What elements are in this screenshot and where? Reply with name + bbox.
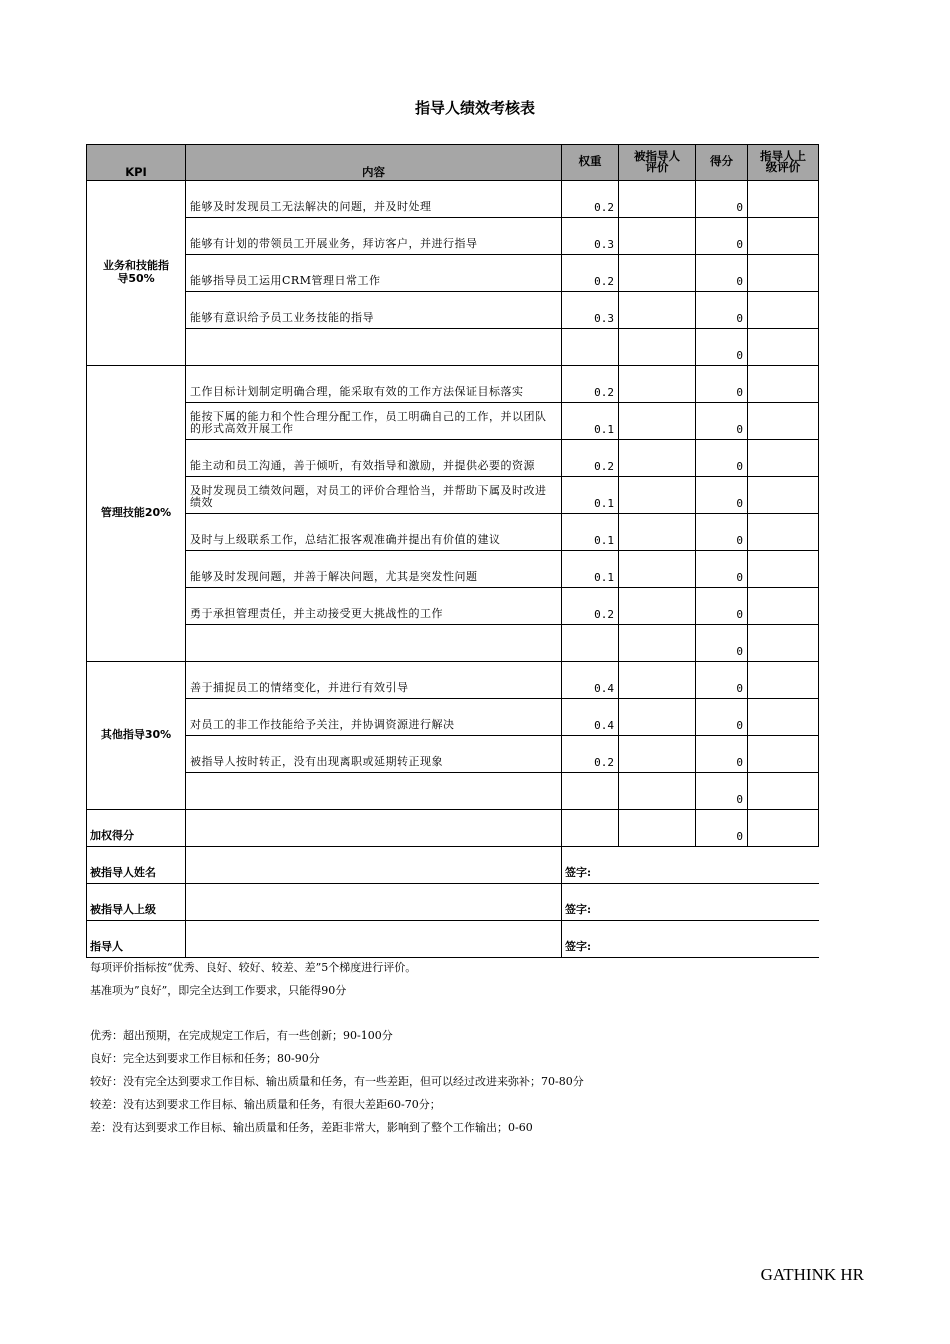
superior-eval-cell[interactable] — [748, 218, 819, 255]
criterion-text — [186, 625, 562, 662]
score-cell: 0 — [696, 699, 748, 736]
weight-cell: 0.2 — [562, 255, 619, 292]
weight-cell: 0.1 — [562, 477, 619, 514]
criterion-text: 能够有计划的带领员工开展业务，拜访客户，并进行指导 — [186, 218, 562, 255]
superior-eval-cell[interactable] — [748, 366, 819, 403]
weight-cell: 0.2 — [562, 736, 619, 773]
table-row — [87, 440, 819, 477]
score-cell: 0 — [696, 218, 748, 255]
criterion-text: 能够及时发现问题，并善于解决问题，尤其是突发性问题 — [186, 551, 562, 588]
weighted-mentee-cell[interactable] — [619, 810, 696, 847]
note-line: 较差：没有达到要求工作目标、输出质量和任务，有很大差距60-70分； — [90, 1098, 441, 1111]
signoff-name-field[interactable] — [186, 884, 562, 921]
signoff-row — [87, 847, 819, 884]
mentee-eval-cell[interactable] — [619, 773, 696, 810]
score-cell: 0 — [696, 181, 748, 218]
signoff-name-field[interactable] — [186, 847, 562, 884]
weight-cell: 0.3 — [562, 218, 619, 255]
table-row — [87, 181, 819, 218]
score-cell: 0 — [696, 736, 748, 773]
weighted-score-label: 加权得分 — [87, 810, 186, 847]
mentee-eval-cell[interactable] — [619, 625, 696, 662]
mentee-eval-cell[interactable] — [619, 292, 696, 329]
superior-eval-cell[interactable] — [748, 255, 819, 292]
score-cell: 0 — [696, 588, 748, 625]
score-cell: 0 — [696, 255, 748, 292]
mentee-eval-cell[interactable] — [619, 218, 696, 255]
mentee-eval-cell[interactable] — [619, 403, 696, 440]
table-row — [87, 699, 819, 736]
table-row — [87, 662, 819, 699]
table-row — [87, 366, 819, 403]
superior-eval-cell[interactable] — [748, 699, 819, 736]
superior-eval-cell[interactable] — [748, 181, 819, 218]
brand-watermark: GATHINK HR — [760, 1265, 864, 1284]
criterion-text: 善于捕捉员工的情绪变化，并进行有效引导 — [186, 662, 562, 699]
signoff-row — [87, 884, 819, 921]
weighted-weight-cell — [562, 810, 619, 847]
mentee-eval-cell[interactable] — [619, 255, 696, 292]
header-superior-eval: 指导人上 级评价 — [748, 145, 819, 181]
superior-eval-cell[interactable] — [748, 773, 819, 810]
score-cell: 0 — [696, 477, 748, 514]
superior-eval-cell[interactable] — [748, 292, 819, 329]
score-cell: 0 — [696, 662, 748, 699]
note-line — [90, 1002, 584, 1024]
table-row — [87, 551, 819, 588]
table-row — [87, 218, 819, 255]
kpi-category — [87, 662, 186, 810]
signoff-label: 被指导人姓名 — [87, 847, 186, 884]
criterion-text: 工作目标计划制定明确合理，能采取有效的工作方法保证目标落实 — [186, 366, 562, 403]
weighted-score-row — [87, 810, 819, 847]
weight-cell: 0.1 — [562, 551, 619, 588]
note-line: 基准项为”良好”，即完全达到工作要求，只能得90分 — [90, 984, 347, 997]
weight-cell: 0.2 — [562, 366, 619, 403]
table-row — [87, 403, 819, 440]
mentee-eval-cell[interactable] — [619, 551, 696, 588]
criterion-text: 及时与上级联系工作，总结汇报客观准确并提出有价值的建议 — [186, 514, 562, 551]
evaluation-table — [86, 144, 819, 958]
superior-eval-cell[interactable] — [748, 551, 819, 588]
weight-cell: 0.2 — [562, 440, 619, 477]
kpi-category — [87, 366, 186, 662]
page-title: 指导人绩效考核表 — [414, 99, 535, 117]
weighted-content-cell — [186, 810, 562, 847]
weighted-score-value: 0 — [696, 810, 748, 847]
note-line: 较好：没有完全达到要求工作目标、输出质量和任务，有一些差距，但可以经过改进来弥补；70-80分 — [90, 1075, 584, 1088]
evaluation-notes — [90, 956, 584, 1139]
criterion-text: 能按下属的能力和个性合理分配工作，员工明确自己的工作，并以团队的形式高效开展工作 — [186, 403, 562, 440]
weight-cell: 0.1 — [562, 514, 619, 551]
table-row — [87, 588, 819, 625]
mentee-eval-cell[interactable] — [619, 736, 696, 773]
weight-cell — [562, 625, 619, 662]
kpi-category-label: 其他指导30% — [100, 728, 172, 742]
criterion-text: 勇于承担管理责任，并主动接受更大挑战性的工作 — [186, 588, 562, 625]
score-cell: 0 — [696, 773, 748, 810]
superior-eval-cell[interactable] — [748, 625, 819, 662]
superior-eval-cell[interactable] — [748, 662, 819, 699]
table-row — [87, 255, 819, 292]
weight-cell: 0.1 — [562, 403, 619, 440]
table-row — [87, 736, 819, 773]
signoff-row — [87, 921, 819, 958]
kpi-category — [87, 181, 186, 366]
weight-cell: 0.4 — [562, 662, 619, 699]
signature-field[interactable]: 签字: — [562, 921, 819, 958]
weight-cell: 0.3 — [562, 292, 619, 329]
score-cell: 0 — [696, 329, 748, 366]
mentee-eval-cell[interactable] — [619, 699, 696, 736]
criterion-text: 及时发现员工绩效问题，对员工的评价合理恰当，并帮助下属及时改进绩效 — [186, 477, 562, 514]
score-cell: 0 — [696, 292, 748, 329]
table-row — [87, 625, 819, 662]
mentee-eval-cell[interactable] — [619, 440, 696, 477]
mentee-eval-cell[interactable] — [619, 181, 696, 218]
criterion-text: 被指导人按时转正，没有出现离职或延期转正现象 — [186, 736, 562, 773]
mentee-eval-cell[interactable] — [619, 514, 696, 551]
header-content: 内容 — [186, 145, 562, 181]
score-cell: 0 — [696, 551, 748, 588]
criterion-text: 能够指导员工运用CRM管理日常工作 — [186, 255, 562, 292]
table-row — [87, 477, 819, 514]
mentee-eval-cell[interactable] — [619, 662, 696, 699]
superior-eval-cell[interactable] — [748, 477, 819, 514]
header-weight: 权重 — [562, 145, 619, 181]
note-line: 良好：完全达到要求工作目标和任务；80-90分 — [90, 1052, 320, 1065]
signature-field[interactable]: 签字: — [562, 847, 819, 884]
superior-eval-cell[interactable] — [748, 403, 819, 440]
criterion-text: 能主动和员工沟通，善于倾听，有效指导和激励，并提供必要的资源 — [186, 440, 562, 477]
criterion-text: 能够及时发现员工无法解决的问题，并及时处理 — [186, 181, 562, 218]
kpi-category-label-cont: 导50% — [117, 272, 155, 285]
weighted-superior-cell[interactable] — [748, 810, 819, 847]
weight-cell — [562, 773, 619, 810]
signature-field[interactable]: 签字: — [562, 884, 819, 921]
header-row — [87, 145, 819, 181]
table-row — [87, 773, 819, 810]
mentee-eval-cell[interactable] — [619, 477, 696, 514]
weight-cell: 0.2 — [562, 588, 619, 625]
superior-eval-cell[interactable] — [748, 329, 819, 366]
superior-eval-cell[interactable] — [748, 736, 819, 773]
superior-eval-cell[interactable] — [748, 440, 819, 477]
score-cell: 0 — [696, 514, 748, 551]
criterion-text: 对员工的非工作技能给予关注，并协调资源进行解决 — [186, 699, 562, 736]
mentee-eval-cell[interactable] — [619, 588, 696, 625]
criterion-text — [186, 773, 562, 810]
note-line: 优秀：超出预期，在完成规定工作后，有一些创新；90-100分 — [90, 1029, 393, 1042]
score-cell: 0 — [696, 625, 748, 662]
weight-cell — [562, 329, 619, 366]
superior-eval-cell[interactable] — [748, 514, 819, 551]
note-line: 差：没有达到要求工作目标、输出质量和任务，差距非常大，影响到了整个工作输出；0-60 — [90, 1121, 533, 1134]
kpi-category-label: 管理技能20% — [100, 506, 172, 520]
header-score: 得分 — [696, 145, 748, 181]
weight-cell: 0.2 — [562, 181, 619, 218]
mentee-eval-cell[interactable] — [619, 366, 696, 403]
score-cell: 0 — [696, 403, 748, 440]
signoff-label: 被指导人上级 — [87, 884, 186, 921]
superior-eval-cell[interactable] — [748, 588, 819, 625]
kpi-category-label: 业务和技能指 — [103, 259, 169, 273]
note-line: 每项评价指标按“优秀、良好、较好、较差、差”5个梯度进行评价。 — [90, 961, 417, 974]
score-cell: 0 — [696, 440, 748, 477]
table-row — [87, 329, 819, 366]
header-mentee-eval: 被指导人 评价 — [619, 145, 696, 181]
header-kpi: KPI — [87, 145, 186, 181]
criterion-text — [186, 329, 562, 366]
signoff-name-field[interactable] — [186, 921, 562, 958]
table-row — [87, 292, 819, 329]
table-row — [87, 514, 819, 551]
score-cell: 0 — [696, 366, 748, 403]
weight-cell: 0.4 — [562, 699, 619, 736]
mentee-eval-cell[interactable] — [619, 329, 696, 366]
criterion-text: 能够有意识给予员工业务技能的指导 — [186, 292, 562, 329]
signoff-label: 指导人 — [87, 921, 186, 958]
